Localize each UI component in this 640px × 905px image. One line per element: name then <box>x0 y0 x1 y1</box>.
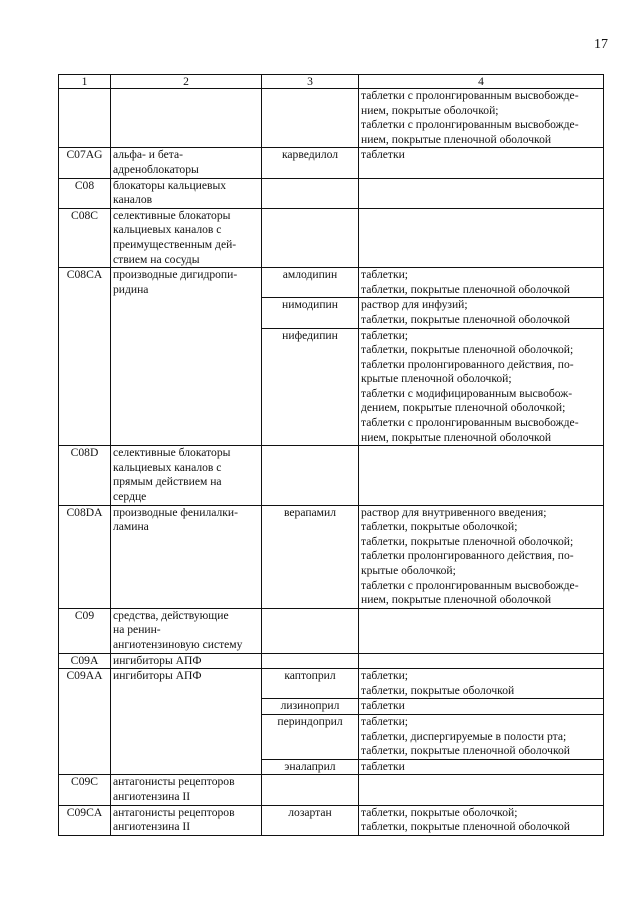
drug-cell: верапамил <box>262 505 359 608</box>
group-line: ангиотензиновую систему <box>113 637 243 651</box>
group-line: кальциевых каналов с <box>113 223 222 237</box>
group-cell <box>111 446 262 505</box>
forms-cell <box>359 669 604 699</box>
form-line: таблетки; <box>361 669 409 683</box>
group-line: ламина <box>113 520 149 534</box>
table-row <box>59 268 604 298</box>
table-row <box>59 669 604 699</box>
group-line: ингибиторы АПФ <box>113 653 202 667</box>
drug-table <box>58 74 604 836</box>
column-header: 4 <box>359 75 604 89</box>
form-line: раствор для внутривенного введения; <box>361 505 547 519</box>
group-cell <box>111 805 262 835</box>
forms-cell <box>359 446 604 505</box>
column-header: 2 <box>111 75 262 89</box>
table-row <box>59 608 604 653</box>
atc-code-cell: C08C <box>59 208 111 267</box>
form-line: таблетки, покрытые пленочной оболочкой <box>361 282 570 296</box>
group-cell <box>111 775 262 805</box>
forms-cell <box>359 268 604 298</box>
atc-code-cell: C08D <box>59 446 111 505</box>
group-cell <box>111 608 262 653</box>
group-line: адреноблокаторы <box>113 162 199 176</box>
forms-cell <box>359 805 604 835</box>
drug-cell <box>262 446 359 505</box>
form-line: таблетки <box>361 759 405 773</box>
group-line: селективные блокаторы <box>113 446 231 460</box>
form-line: таблетки с модифицированным высвобож- <box>361 386 573 400</box>
atc-code-cell: C07AG <box>59 148 111 178</box>
group-line: средства, действующие <box>113 608 229 622</box>
table-row <box>59 89 604 148</box>
table-row <box>59 148 604 178</box>
forms-cell <box>359 775 604 805</box>
forms-cell <box>359 699 604 715</box>
group-cell <box>111 505 262 608</box>
drug-cell: каптоприл <box>262 669 359 699</box>
atc-code-cell: C09AA <box>59 669 111 775</box>
form-line: таблетки, диспергируемые в полости рта; <box>361 729 567 743</box>
drug-cell: нимодипин <box>262 298 359 328</box>
forms-cell <box>359 298 604 328</box>
form-line: таблетки, покрытые оболочкой <box>361 683 515 697</box>
group-line: ангиотензина II <box>113 820 191 834</box>
page-number: 17 <box>594 37 608 52</box>
form-line: нием, покрытые пленочной оболочкой <box>361 132 552 146</box>
group-line: ингибиторы АПФ <box>113 669 202 683</box>
drug-cell: лозартан <box>262 805 359 835</box>
forms-cell <box>359 328 604 446</box>
table-row <box>59 446 604 505</box>
atc-code-cell: C09C <box>59 775 111 805</box>
group-line: прямым действием на <box>113 475 222 489</box>
group-line: на ренин- <box>113 623 161 637</box>
forms-cell <box>359 178 604 208</box>
form-line: таблетки, покрытые пленочной оболочкой <box>361 820 570 834</box>
forms-cell <box>359 714 604 759</box>
group-line: блокаторы кальциевых <box>113 178 227 192</box>
drug-cell: амлодипин <box>262 268 359 298</box>
group-line: альфа- и бета- <box>113 148 183 162</box>
group-line: антагонисты рецепторов <box>113 805 235 819</box>
form-line: таблетки, покрытые оболочкой; <box>361 520 518 534</box>
atc-code-cell <box>59 89 111 148</box>
form-line: крытые пленочной оболочкой; <box>361 372 512 386</box>
drug-cell <box>262 89 359 148</box>
group-cell <box>111 208 262 267</box>
drug-cell: эналаприл <box>262 759 359 775</box>
group-line: ридина <box>113 282 149 296</box>
column-header: 3 <box>262 75 359 89</box>
form-line: дением, покрытые пленочной оболочкой; <box>361 401 566 415</box>
group-cell <box>111 669 262 775</box>
drug-cell <box>262 608 359 653</box>
form-line: таблетки, покрытые пленочной оболочкой; <box>361 343 574 357</box>
group-cell <box>111 653 262 669</box>
atc-code-cell: C09A <box>59 653 111 669</box>
group-cell <box>111 178 262 208</box>
table-header-row <box>59 75 604 89</box>
column-header: 1 <box>59 75 111 89</box>
form-line: крытые оболочкой; <box>361 564 456 577</box>
table-row <box>59 653 604 669</box>
form-line: таблетки; <box>361 328 409 342</box>
group-line: ствием на сосуды <box>113 252 200 266</box>
group-cell <box>111 268 262 446</box>
form-line: раствор для инфузий; <box>361 298 468 312</box>
atc-code-cell: C09 <box>59 608 111 653</box>
drug-cell: периндоприл <box>262 714 359 759</box>
forms-cell <box>359 505 604 608</box>
form-line: таблетки с пролонгированным высвобожде- <box>361 416 579 430</box>
drug-cell <box>262 775 359 805</box>
table-row <box>59 178 604 208</box>
table-row <box>59 775 604 805</box>
form-line: таблетки, покрытые пленочной оболочкой <box>361 744 570 758</box>
form-line: таблетки <box>361 699 405 713</box>
form-line: таблетки с пролонгированным высвобожде- <box>361 578 579 592</box>
group-line: сердце <box>113 490 147 504</box>
drug-cell: нифедипин <box>262 328 359 446</box>
form-line: нием, покрытые пленочной оболочкой <box>361 593 552 607</box>
form-line: нием, покрытые пленочной оболочкой <box>361 430 552 444</box>
form-line: таблетки пролонгированного действия, по- <box>361 549 574 563</box>
form-line: таблетки, покрытые пленочной оболочкой <box>361 312 570 326</box>
form-line: таблетки пролонгированного действия, по- <box>361 357 574 371</box>
form-line: таблетки с пролонгированным высвобожде- <box>361 89 579 102</box>
group-line: каналов <box>113 193 153 207</box>
forms-cell <box>359 148 604 178</box>
form-line: таблетки; <box>361 714 409 728</box>
drug-cell <box>262 208 359 267</box>
group-line: производные дигидропи- <box>113 268 238 282</box>
form-line: таблетки <box>361 148 405 162</box>
forms-cell <box>359 89 604 148</box>
group-line: селективные блокаторы <box>113 208 231 222</box>
group-cell <box>111 89 262 148</box>
table-row <box>59 805 604 835</box>
forms-cell <box>359 608 604 653</box>
forms-cell <box>359 759 604 775</box>
form-line: таблетки с пролонгированным высвобожде- <box>361 118 579 132</box>
drug-cell <box>262 178 359 208</box>
atc-code-cell: C08DA <box>59 505 111 608</box>
forms-cell <box>359 653 604 669</box>
group-line: кальциевых каналов с <box>113 460 222 474</box>
drug-cell: лизиноприл <box>262 699 359 715</box>
group-line: производные фенилалки- <box>113 505 238 519</box>
atc-code-cell: C09CA <box>59 805 111 835</box>
group-cell <box>111 148 262 178</box>
atc-code-cell: C08CA <box>59 268 111 446</box>
group-line: ангиотензина II <box>113 789 191 803</box>
forms-cell <box>359 208 604 267</box>
group-line: преимущественным дей- <box>113 237 237 251</box>
drug-cell <box>262 653 359 669</box>
drug-cell: карведилол <box>262 148 359 178</box>
table-row <box>59 208 604 267</box>
form-line: таблетки; <box>361 268 409 282</box>
group-line: антагонисты рецепторов <box>113 775 235 789</box>
form-line: таблетки, покрытые оболочкой; <box>361 805 518 819</box>
form-line: нием, покрытые оболочкой; <box>361 103 499 117</box>
form-line: таблетки, покрытые пленочной оболочкой; <box>361 534 574 548</box>
table-row <box>59 505 604 608</box>
atc-code-cell: C08 <box>59 178 111 208</box>
